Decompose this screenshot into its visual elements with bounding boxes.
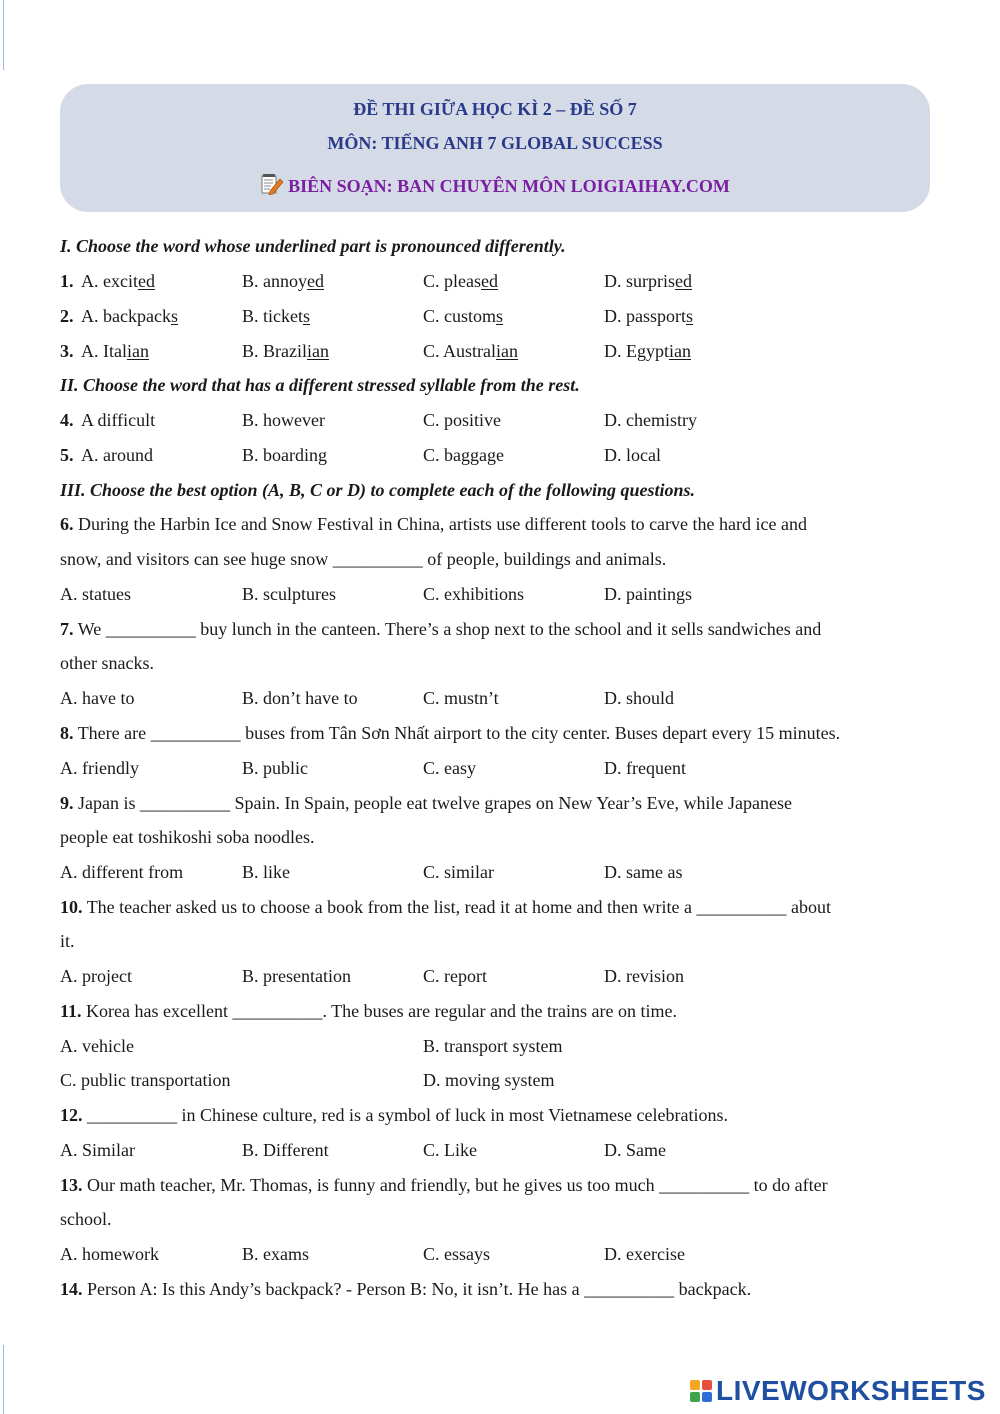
option-c[interactable]: C. similar (423, 862, 494, 882)
option-a[interactable]: A. vehicle (60, 1036, 134, 1056)
question-text: Korea has excellent __________. The buses are regular and the trains are on time. (86, 1001, 677, 1021)
logo-block (702, 1392, 712, 1402)
option-b[interactable]: B. like (242, 862, 290, 882)
option-b[interactable] (242, 271, 324, 291)
option-text: C. custom (423, 306, 497, 326)
option-c[interactable] (423, 341, 518, 361)
question-11 (60, 1001, 677, 1021)
option-text: B. Brazil (242, 341, 307, 361)
option-text: B. annoy (242, 271, 307, 291)
question-text-cont: snow, and visitors can see huge snow __________ of people, buildings and animals. (60, 549, 667, 569)
question-text: There are __________ buses from Tân Sơn Nhất airport to the city center. Buses depart every 15 minutes. (77, 723, 841, 743)
option-c[interactable]: C. positive (423, 410, 502, 430)
question-text: __________ in Chinese culture, red is a symbol of luck in most Vietnamese celebrations. (87, 1105, 728, 1125)
option-text: D. surpris (604, 271, 675, 291)
underlined-part: s (303, 306, 311, 326)
option-text: C. pleas (423, 271, 481, 291)
question-number: 11. (60, 1001, 82, 1021)
underlined-part: ian (496, 341, 519, 361)
logo-blocks-icon (690, 1380, 712, 1402)
option-d[interactable]: D. frequent (604, 758, 686, 778)
option-b[interactable] (242, 341, 329, 361)
option-text: A. Ital (81, 341, 127, 361)
option-b[interactable] (242, 306, 310, 326)
exam-title: ĐỀ THI GIỮA HỌC KÌ 2 – ĐỀ SỐ 7 (353, 99, 637, 119)
option-a[interactable]: A. friendly (60, 758, 139, 778)
option-text: D. Egypt (604, 341, 669, 361)
liveworksheets-logo[interactable] (690, 1375, 986, 1407)
underlined-part: ian (307, 341, 329, 361)
option-c[interactable]: C. report (423, 966, 487, 986)
option-a[interactable]: A. project (60, 966, 132, 986)
option-a[interactable]: A. have to (60, 688, 135, 708)
pencil-note-icon (260, 173, 284, 200)
question-number: 8. (60, 723, 74, 743)
question-10 (60, 897, 831, 917)
left-margin-line (3, 1345, 4, 1414)
option-b[interactable]: B. however (242, 410, 325, 430)
question-number: 3. (60, 341, 74, 361)
question-text-cont: other snacks. (60, 653, 154, 673)
option-text: D. passport (604, 306, 686, 326)
question-text: The teacher asked us to choose a book from the list, read it at home and then write a __________ about (86, 897, 831, 917)
question-text: Person A: Is this Andy’s backpack? - Person B: No, it isn’t. He has a __________ backpack. (87, 1279, 752, 1299)
question-4 (60, 410, 74, 430)
question-number: 12. (60, 1105, 83, 1125)
exam-subject: MÔN: TIẾNG ANH 7 GLOBAL SUCCESS (327, 133, 663, 153)
option-a[interactable] (81, 271, 155, 291)
question-number: 14. (60, 1279, 83, 1299)
option-c[interactable]: C. essays (423, 1244, 490, 1264)
option-c[interactable] (423, 271, 498, 291)
question-9 (60, 793, 792, 813)
option-c[interactable]: C. easy (423, 758, 476, 778)
question-text: During the Harbin Ice and Snow Festival in China, artists use different tools to carve the hard ice and (78, 514, 807, 534)
question-14 (60, 1279, 751, 1299)
question-number: 13. (60, 1175, 83, 1195)
question-6 (60, 514, 807, 534)
option-b[interactable]: B. sculptures (242, 584, 336, 604)
underlined-part: ed (137, 271, 155, 291)
option-c[interactable]: C. mustn’t (423, 688, 499, 708)
option-d[interactable]: D. moving system (423, 1070, 555, 1090)
question-text-cont: it. (60, 931, 75, 951)
option-a[interactable] (81, 341, 149, 361)
question-text: Japan is __________ Spain. In Spain, people eat twelve grapes on New Year’s Eve, while Japanese (78, 793, 793, 813)
option-a[interactable]: A. different from (60, 862, 184, 882)
question-text-cont: school. (60, 1209, 112, 1229)
author-text: BIÊN SOẠN: BAN CHUYÊN MÔN LOIGIAIHAY.COM (288, 176, 730, 196)
option-c[interactable]: C. public transportation (60, 1070, 231, 1090)
underlined-part: ed (481, 271, 498, 291)
option-d[interactable]: D. chemistry (604, 410, 697, 430)
option-b[interactable]: B. don’t have to (242, 688, 358, 708)
question-7 (60, 619, 821, 639)
question-12 (60, 1105, 728, 1125)
section-3-heading: III. Choose the best option (A, B, C or D) to complete each of the following questions. (60, 480, 696, 500)
option-d[interactable] (604, 271, 692, 291)
logo-block (702, 1380, 712, 1390)
option-d[interactable] (604, 306, 693, 326)
question-text-cont: people eat toshikoshi soba noodles. (60, 827, 315, 847)
question-3 (60, 341, 74, 361)
option-d[interactable]: D. exercise (604, 1244, 685, 1264)
option-b[interactable]: B. boarding (242, 445, 327, 465)
option-c[interactable]: C. baggage (423, 445, 504, 465)
question-13 (60, 1175, 828, 1195)
option-a[interactable] (81, 306, 178, 326)
question-number: 5. (60, 445, 74, 465)
option-c[interactable]: C. exhibitions (423, 584, 525, 604)
option-b[interactable]: B. Different (242, 1140, 329, 1160)
option-b[interactable]: B. exams (242, 1244, 309, 1264)
option-text: A. excit (81, 271, 138, 291)
question-2 (60, 306, 74, 326)
option-c[interactable] (423, 306, 503, 326)
option-d[interactable]: D. local (604, 445, 661, 465)
question-number: 9. (60, 793, 74, 813)
question-8 (60, 723, 840, 743)
option-text: C. Austral (423, 341, 497, 361)
exam-header (60, 84, 930, 212)
option-d[interactable]: D. same as (604, 862, 683, 882)
option-b[interactable]: B. presentation (242, 966, 351, 986)
underlined-part: s (170, 306, 178, 326)
option-text: B. ticket (242, 306, 303, 326)
underlined-part: s (686, 306, 694, 326)
option-d[interactable]: D. Same (604, 1140, 666, 1160)
question-number: 6. (60, 514, 74, 534)
question-number: 7. (60, 619, 74, 639)
question-text: Our math teacher, Mr. Thomas, is funny and friendly, but he gives us too much __________ to do after (87, 1175, 828, 1195)
underlined-part: ian (126, 341, 149, 361)
option-a[interactable]: A. Similar (60, 1140, 135, 1160)
option-d[interactable]: D. should (604, 688, 675, 708)
option-text: A. backpack (81, 306, 171, 326)
exam-author (60, 173, 930, 200)
question-text: We __________ buy lunch in the canteen. There’s a shop next to the school and it sells sandwiches and (77, 619, 822, 639)
option-b[interactable]: B. public (242, 758, 308, 778)
option-a[interactable]: A. statues (60, 584, 131, 604)
logo-block (690, 1380, 700, 1390)
question-number: 10. (60, 897, 83, 917)
section-2-heading: II. Choose the word that has a different stressed syllable from the rest. (60, 375, 580, 395)
underlined-part: ed (675, 271, 692, 291)
section-1-heading: I. Choose the word whose underlined part is pronounced differently. (60, 236, 566, 256)
option-d[interactable]: D. revision (604, 966, 684, 986)
option-d[interactable] (604, 341, 691, 361)
option-a[interactable]: A difficult (81, 410, 156, 430)
option-c[interactable]: C. Like (423, 1140, 477, 1160)
logo-text: LIVEWORKSHEETS (716, 1375, 986, 1406)
option-a[interactable]: A. around (81, 445, 153, 465)
left-margin-line (3, 0, 4, 70)
question-number: 4. (60, 410, 74, 430)
question-5 (60, 445, 74, 465)
underlined-part: ed (307, 271, 324, 291)
option-a[interactable]: A. homework (60, 1244, 159, 1264)
option-b[interactable]: B. transport system (423, 1036, 563, 1056)
option-d[interactable]: D. paintings (604, 584, 692, 604)
logo-block (690, 1392, 700, 1402)
question-1 (60, 271, 74, 291)
question-number: 1. (60, 271, 74, 291)
question-number: 2. (60, 306, 74, 326)
underlined-part: ian (669, 341, 691, 361)
underlined-part: s (496, 306, 504, 326)
